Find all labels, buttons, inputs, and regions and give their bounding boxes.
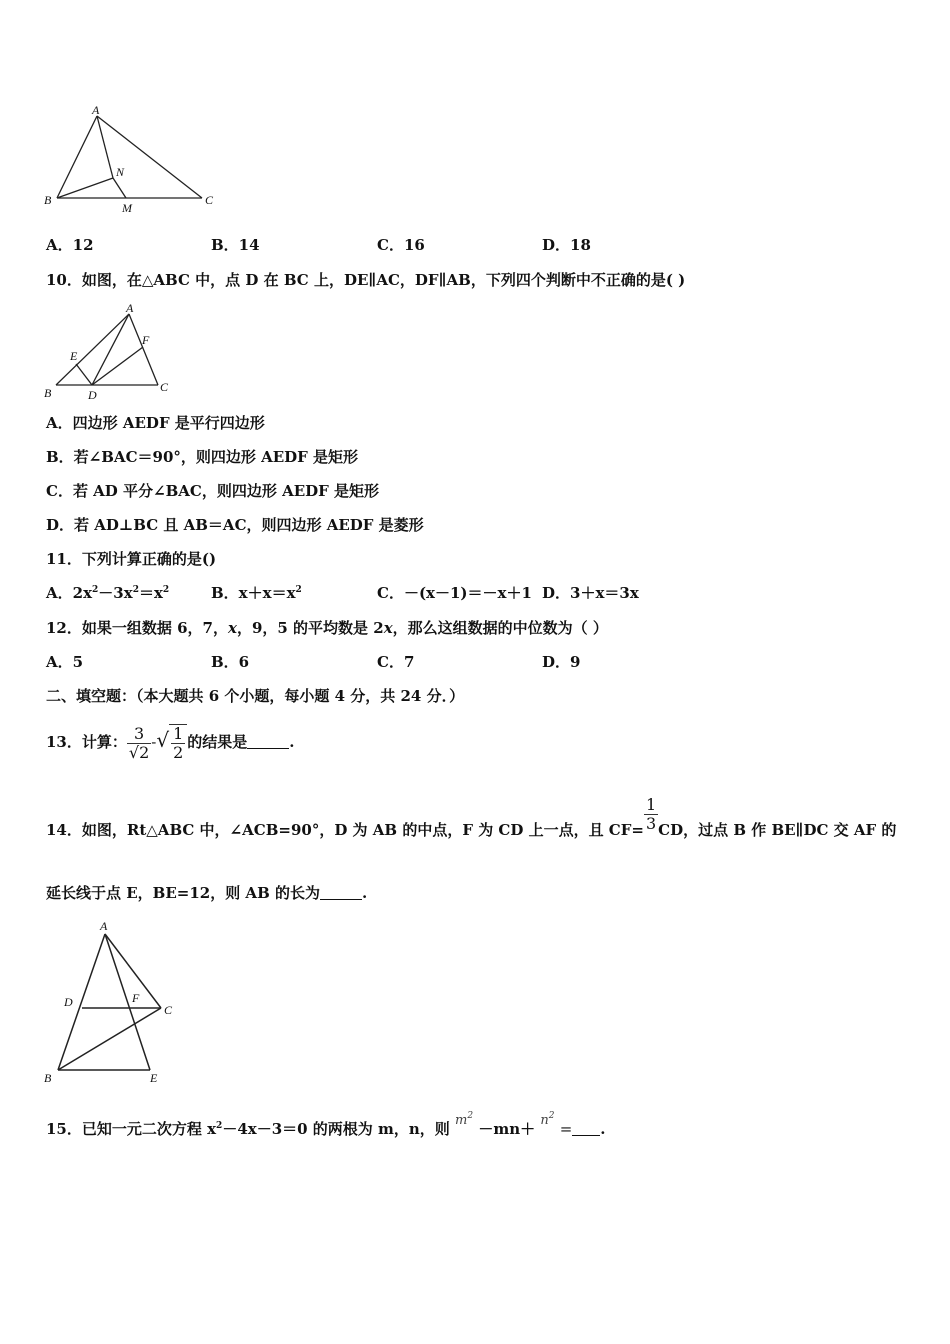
q10-label-e: E xyxy=(70,349,78,363)
q14-label-e: E xyxy=(150,1071,158,1085)
q12-option-b: B．6 xyxy=(211,653,250,671)
q10-label-c: C xyxy=(160,380,169,394)
q14-line-2: 延长线于点 E，BE=12，则 AB 的长为 . xyxy=(46,884,368,902)
q9-label-m: M xyxy=(122,201,132,215)
q9-label-n: N xyxy=(116,165,125,179)
q9-triangle-figure xyxy=(40,100,230,220)
q10-option-d: D．若 AD⊥BC 且 AB＝AC，则四边形 AEDF 是菱形 xyxy=(46,516,424,534)
q13-answer-blank[interactable] xyxy=(247,735,289,749)
q13-line: 13．计算： $\frac{3}{√2}$ -√ $\frac{1}{2}$ 的结果是 . xyxy=(46,723,295,762)
q12-option-c: C．7 xyxy=(377,653,415,671)
q11-option-b: B．$x+x=x^2$ xyxy=(211,584,302,602)
q14-label-d: D xyxy=(64,995,73,1009)
q11-option-c: C．－(x－1)＝－x＋1 xyxy=(377,584,532,602)
q10-option-a: A．四边形 AEDF 是平行四边形 xyxy=(46,414,265,432)
q10-stem: 10．如图，在△ABC 中，点 D 在 BC 上，DE∥AC，DF∥AB，下列四个判断中不正确的是( ) xyxy=(46,271,686,289)
q10-label-f: F xyxy=(142,333,150,347)
q14-label-a: A xyxy=(100,919,108,933)
q15-answer-blank[interactable] xyxy=(572,1122,600,1136)
q9-label-c: C xyxy=(205,193,214,207)
q10-label-a: A xyxy=(126,301,134,315)
q14-answer-blank[interactable] xyxy=(320,886,362,900)
q13-fraction-1: $\frac{3}{√2}$ xyxy=(128,723,150,762)
q11-option-d: D．3＋x＝3x xyxy=(542,584,639,602)
section-title-fill-in: 二、填空题：（本大题共 6 个小题，每小题 4 分，共 24 分．） xyxy=(46,687,465,705)
q10-option-c: C．若 AD 平分∠BAC，则四边形 AEDF 是矩形 xyxy=(46,482,380,500)
q9-option-a: A．12 xyxy=(46,236,94,254)
q13-fraction-2: $\frac{1}{2}$ xyxy=(169,724,187,762)
q14-label-b: B xyxy=(44,1071,52,1085)
q10-triangle-figure xyxy=(40,300,180,405)
q10-option-b: B．若∠BAC＝90°，则四边形 AEDF 是矩形 xyxy=(46,448,359,466)
q9-option-c: C．16 xyxy=(377,236,425,254)
q14-triangle-figure xyxy=(40,914,190,1089)
q9-label-a: A xyxy=(92,103,100,117)
q15-line: 15．已知一元二次方程 $x^2-4x-3=0$ 的两根为 m，n，则 $m^2 -mn+ n^2$ = . xyxy=(46,1111,606,1138)
q14-label-c: C xyxy=(164,1003,173,1017)
q10-label-b: B xyxy=(44,386,52,400)
q14-fraction: $\frac{1}{3}$ xyxy=(645,795,657,833)
q12-option-d: D．9 xyxy=(542,653,581,671)
q9-option-d: D．18 xyxy=(542,236,591,254)
q11-stem: 11．下列计算正确的是() xyxy=(46,550,217,568)
q14-line-1: 14．如图，Rt△ABC 中，∠ACB=90°，D 为 AB 的中点，F 为 CD 上一点，且 CF= $\frac{1}{3}$ CD，过点 B 作 BE∥DC 交 AF 的 xyxy=(46,795,897,839)
q12-option-a: A．5 xyxy=(46,653,84,671)
q10-label-d: D xyxy=(88,388,97,402)
q14-label-f: F xyxy=(132,991,140,1005)
q12-stem: 12．如果一组数据 6，7，x，9，5 的平均数是 2x，那么这组数据的中位数为（ ） xyxy=(46,619,608,637)
q11-option-a: A．$2x^2-3x^2=x^2$ xyxy=(46,584,170,602)
q9-option-b: B．14 xyxy=(211,236,260,254)
q9-label-b: B xyxy=(44,193,52,207)
